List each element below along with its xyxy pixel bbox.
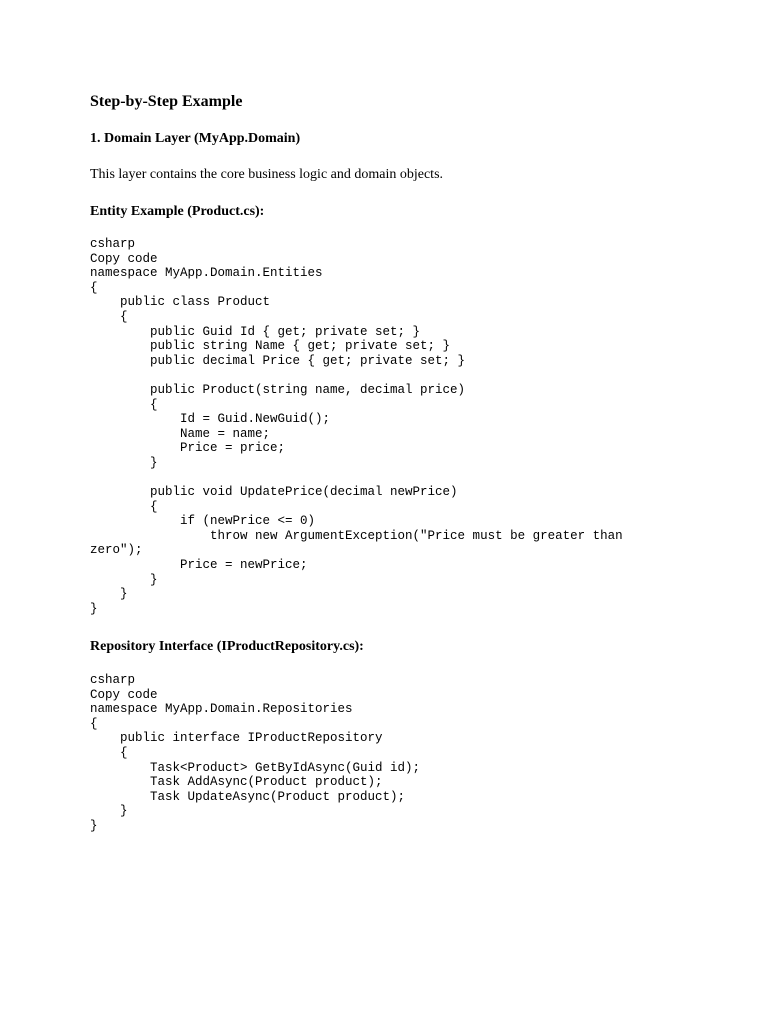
section-description: This layer contains the core business logic and domain objects. [90,167,444,182]
entity-code-block: csharp Copy code namespace MyApp.Domain.Entities { public class Product { public Guid Id { get; private set; } public string Name { get; private set; } public decimal Price { get; private set; } public Product(string name, decimal price) { Id = Guid.NewGuid(); Name = name; Price = price; } public void UpdatePrice(decimal newPrice) { if (newPrice <= 0) throw new ArgumentException("Price must be greater than zero"); Price = newPrice; } } } [90,237,623,616]
repository-code-block: csharp Copy code namespace MyApp.Domain.Repositories { public interface IProductRepository { Task<Product> GetByIdAsync(Guid id); Task AddAsync(Product product); Task UpdateAsync(Product product); } } [90,673,421,833]
entity-example-heading: Entity Example (Product.cs): [90,204,265,219]
document-title: Step-by-Step Example [90,93,243,110]
section-heading-domain-layer: 1. Domain Layer (MyApp.Domain) [90,131,301,146]
repository-interface-heading: Repository Interface (IProductRepository.cs): [90,639,364,654]
